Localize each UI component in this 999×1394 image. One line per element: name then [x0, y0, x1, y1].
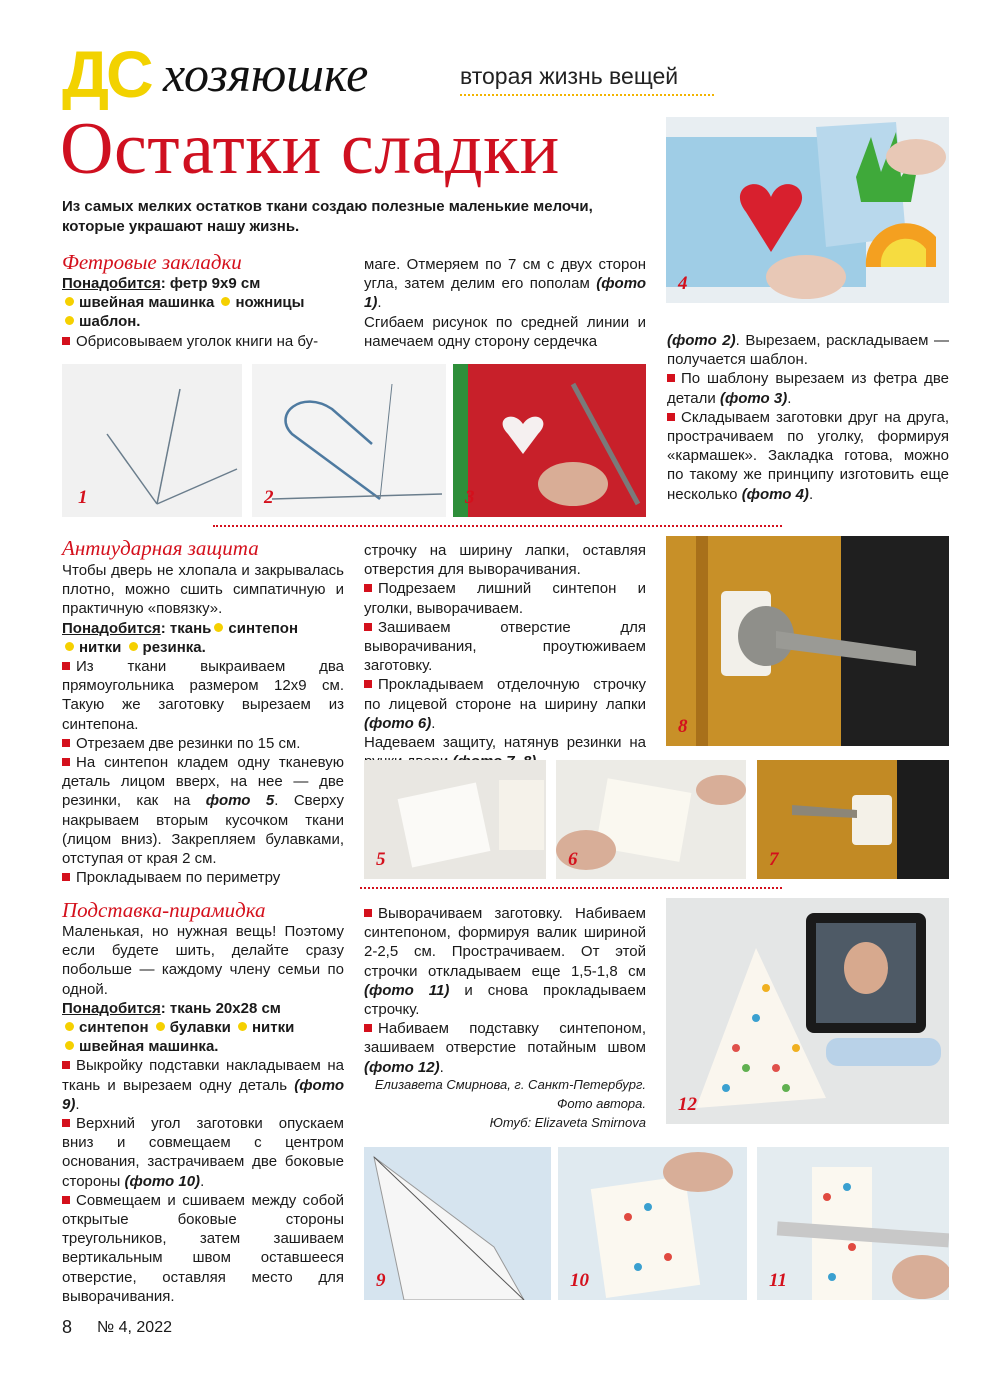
- needs-item: ножницы: [235, 294, 305, 312]
- photo-8: [666, 536, 949, 746]
- photo-ref: (фото 3): [719, 389, 788, 407]
- needs-item: швейная машинка.: [79, 1038, 219, 1056]
- step-text: Выворачиваем заготовку. Набиваем синтепоном, формируя валик шириной 2-2,5 см. Прострачиваем. От этой строчки откладываем еще 1,5-1,8 см: [364, 905, 646, 980]
- needs-item: нитки: [252, 1019, 295, 1037]
- step-text: Из ткани выкраиваем два прямоугольника размером 12х9 см. Такую же заготовку вырезаем из синтепона.: [62, 658, 344, 733]
- needs-label: Понадобится: [62, 999, 161, 1017]
- photo-number: 10: [570, 1270, 589, 1291]
- photo-ref: (фото 10): [124, 1172, 201, 1190]
- photo-ref: (фото 6): [364, 714, 432, 732]
- needs-text: : ткань 20х28 см: [160, 999, 281, 1017]
- photo-number: 9: [376, 1270, 386, 1291]
- step-text: Выкройку подставки накладываем на ткань и вырезаем одну деталь: [62, 1057, 344, 1094]
- step-text: Надеваем защиту, натянув резинки на: [364, 734, 646, 752]
- photo-ref: (фото 4): [741, 485, 809, 503]
- bookmarks-col3: (фото 2). Вырезаем, раскладываем — получается шаблон. По шаблону вырезаем из фетра две детали (фото 3). Складываем заготовки друг на друга, прострачиваем по уголку, формируя «кармашек». Закладка готова, можно по такому же принципу изготовить еще несколько (фото 4).: [667, 332, 949, 503]
- needs-item: нитки: [79, 638, 122, 656]
- issue-number: № 4, 2022: [97, 1319, 172, 1336]
- photo-5-illustration: [364, 760, 546, 879]
- photo-4-illustration: [666, 117, 949, 303]
- heading-bookmarks: Фетровые закладки: [62, 250, 242, 274]
- intro-text: Чтобы дверь не хлопала и закрывалась плотно, можно сшить симпатичную и практичную «повязку».: [62, 562, 344, 618]
- needs-item: шаблон.: [79, 313, 141, 331]
- photo-5: [364, 760, 546, 879]
- needs-felt: : фетр 9х9 см: [160, 275, 261, 292]
- step-text: Набиваем подставку синтепоном, зашиваем отверстие потайным швом: [364, 1020, 646, 1057]
- youtube-credit: Ютуб: Elizaveta Smirnova: [489, 1115, 646, 1130]
- photo-number: 5: [376, 849, 386, 870]
- rubric-underline: [460, 94, 714, 96]
- needs-label: Понадобится: [62, 619, 161, 637]
- photo-6-illustration: [556, 760, 746, 879]
- bookmarks-col1: [62, 274, 347, 351]
- step-text: . Вырезаем, раскладываем — получается шаблон.: [667, 332, 949, 369]
- step-text: На синтепон кладем одну тканевую деталь лицом вверх, на нее — две резинки, как на: [62, 754, 344, 810]
- photo-number: 1: [78, 487, 88, 508]
- needs-item: синтепон: [228, 619, 299, 637]
- step-text: маге. Отмеряем по 7 см с двух сторон угла, затем делим его пополам: [364, 256, 646, 293]
- photo-6: [556, 760, 746, 879]
- photo-7: [757, 760, 949, 879]
- photo-7-illustration: [757, 760, 949, 879]
- stand-col1: Маленькая, но нужная вещь! Поэтому если будете шить, делайте сразу побольше — каждому члену семьи по одной. Понадобится: ткань 20х28 см синтепон булавки нитки швейная машинка. Выкройку подставки накладываем на ткань и вырезаем одну деталь (фото 9). Верхний угол заготовки опускаем вниз и совмещаем с центром основания, застрачиваем две боковые стороны (фото 10). Совмещаем и сшиваем между собой открытые боковые стороны треугольников, затем зашиваем вертикальным швом оставшееся отверстие, оставляя место для выворачивания.: [62, 923, 344, 1305]
- step-text: Обрисовываем уголок книги на бу-: [76, 332, 319, 350]
- step-text: строчку на ширину лапки, оставляя отверстия для выворачивания.: [364, 542, 646, 579]
- lead-text: Из самых мелких остатков ткани создаю полезные маленькие мелочи, которые украшают нашу жизнь.: [62, 198, 593, 235]
- photo-12-illustration: [666, 898, 949, 1124]
- section-name: хозяюшке: [163, 46, 369, 102]
- needs-item: синтепон: [79, 1019, 149, 1037]
- step-text: и снова прокладываем строчку.: [364, 981, 647, 1019]
- photo-1-illustration: [62, 364, 242, 517]
- step-text: Верхний угол заготовки опускаем вниз и совмещаем с центром основания, застрачиваем две боковые стороны: [62, 1115, 344, 1190]
- photo-8-illustration: [666, 536, 949, 746]
- photo-ref: (фото 9): [62, 1076, 344, 1113]
- photo-11: [757, 1147, 949, 1300]
- photo-number: 4: [678, 273, 688, 294]
- photo-ref: (фото 2): [667, 332, 736, 349]
- photo-2-illustration: [252, 364, 446, 517]
- needs-item: булавки: [169, 1019, 231, 1037]
- photo-3-illustration: [453, 364, 646, 517]
- photo-2: [252, 364, 446, 517]
- intro-text: Маленькая, но нужная вещь! Поэтому если будете шить, делайте сразу побольше — каждому члену семьи по одной.: [62, 923, 344, 998]
- needs-item: швейная машинка: [79, 294, 215, 312]
- photo-number: 7: [769, 849, 779, 870]
- author: Елизавета Смирнова, г. Санкт-Петербург.: [374, 1077, 646, 1092]
- section-divider: [213, 525, 782, 527]
- photo-9: [364, 1147, 551, 1300]
- photo-number: 11: [769, 1270, 787, 1291]
- photo-9-illustration: [364, 1147, 551, 1300]
- logo-ds: ДС: [62, 37, 151, 111]
- heading-stand: Подставка-пирамидка: [62, 898, 266, 922]
- credits: [364, 1075, 646, 1132]
- photo-1: [62, 364, 242, 517]
- step-text: Подрезаем лишний синтепон и уголки, выворачиваем.: [364, 580, 646, 617]
- step-text: Зашиваем отверстие для выворачивания, проутюживаем заготовку.: [364, 618, 646, 675]
- photo-number: 8: [678, 716, 688, 737]
- step-text: Прокладываем по периметру: [76, 869, 281, 887]
- photo-number: 12: [678, 1094, 697, 1115]
- photo-ref: (фото 1): [364, 275, 646, 312]
- step-text: Сгибаем рисунок по средней линии и намечаем одну сторону сердечка: [364, 313, 646, 350]
- photo-number: 2: [264, 487, 274, 508]
- photo-ref: (фото 11): [364, 981, 450, 999]
- photo-ref: (фото 12): [364, 1058, 440, 1076]
- photo-credit: Фото автора.: [557, 1096, 646, 1111]
- photo-4: [666, 117, 949, 303]
- step-text: Отрезаем две резинки по 15 см.: [76, 734, 301, 752]
- needs-text: : ткань: [160, 619, 212, 637]
- step-text: . Сверху накрываем вторым кусочком ткани (лицом вниз). Закрепляем булавками, отступая от края 2 см.: [62, 792, 344, 868]
- photo-3: [453, 364, 646, 517]
- needs-label: Понадобится: [62, 275, 161, 292]
- bumper-col2: строчку на ширину лапки, оставляя отверстия для выворачивания. Подрезаем лишний синтепон и уголки, выворачиваем. Зашиваем отверстие для выворачивания, проутюживаем заготовку. Прокладываем отделочную строчку по лицевой стороне на ширину лапки (фото 6). Надеваем защиту, натянув резинки на: [364, 541, 646, 771]
- step-text: По шаблону вырезаем из фетра две детали: [667, 370, 949, 407]
- needs-item: резинка.: [142, 638, 206, 656]
- photo-number: 6: [568, 849, 578, 870]
- heading-bumper: Антиударная защита: [62, 536, 259, 560]
- page-number: 8: [62, 1317, 73, 1337]
- step-text: Складываем заготовки друг на друга, прострачиваем по уголку, формируя «кармашек». Закладка готова, можно по такому же принципу изготовить еще несколько: [667, 408, 949, 503]
- bumper-col1: [62, 561, 344, 887]
- photo-ref: фото 5: [205, 792, 275, 810]
- step-text: Совмещаем и сшиваем между собой открытые боковые стороны треугольников, затем зашиваем вертикальным швом оставшееся отверстие, оставляя место для выворачивания.: [62, 1191, 344, 1305]
- bookmarks-col2: маге. Отмеряем по 7 см с двух сторон угла, затем делим его пополам (фото 1). Сгибаем рисунок по средней линии и намечаем одну сторону сердечка: [364, 256, 646, 350]
- rubric: вторая жизнь вещей: [460, 63, 679, 89]
- step-text: Прокладываем отделочную строчку по лицевой стороне на ширину лапки: [364, 676, 646, 713]
- photo-10: [558, 1147, 747, 1300]
- stand-col2: Выворачиваем заготовку. Набиваем синтепоном, формируя валик шириной 2-2,5 см. Прострачиваем. От этой строчки откладываем еще 1,5-1,8 см (фото 11) и снова прокладываем строчку. Набиваем подставку синтепоном, зашиваем отверстие потайным швом (фото 12).: [364, 905, 647, 1076]
- photo-12: [666, 898, 949, 1124]
- section-divider: [360, 887, 782, 889]
- photo-number: 3: [465, 487, 475, 508]
- page-title: Остатки сладки: [60, 108, 560, 190]
